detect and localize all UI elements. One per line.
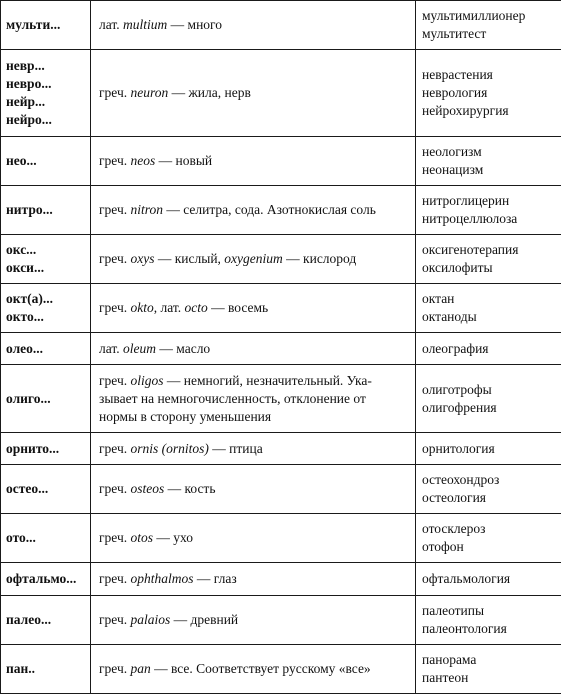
example-word: мультитест (422, 26, 487, 41)
prefix-term: палео... (6, 612, 52, 627)
origin-text: — птица (208, 440, 263, 456)
examples-cell (416, 596, 561, 645)
origin-text: — древний (170, 612, 239, 627)
origin-text: греч. (99, 661, 131, 676)
example-word: отофон (422, 539, 464, 554)
origin-word: oxygenium (224, 251, 283, 266)
origin-word: nitron (130, 202, 163, 217)
origin-text: нормы в сторону уменьшения (99, 408, 272, 424)
prefix-cell (1, 137, 91, 186)
origin-word: octo (184, 300, 208, 315)
table-row (1, 365, 561, 433)
examples-cell (416, 333, 561, 365)
table-row (1, 465, 561, 514)
origin-text: греч. (99, 85, 131, 100)
table-row (1, 137, 561, 186)
origin-cell (91, 465, 416, 514)
examples-cell (416, 563, 561, 596)
origin-text: греч. (99, 153, 131, 168)
origin-cell (91, 284, 416, 333)
prefix-term: окт(а)... (6, 291, 54, 306)
prefix-term: остео... (6, 481, 49, 496)
prefix-cell (1, 235, 91, 284)
prefix-term: пан.. (6, 661, 36, 676)
origin-cell (91, 365, 416, 433)
origin-cell (91, 137, 416, 186)
origin-text: , лат. (153, 300, 185, 315)
origin-text: греч. (99, 612, 131, 627)
examples-cell (416, 50, 561, 137)
prefix-term: нео... (6, 153, 37, 168)
origin-word: otos (130, 530, 153, 545)
example-word: офтальмология (422, 571, 511, 586)
prefix-cell (1, 433, 91, 465)
table-row (1, 563, 561, 596)
prefix-table-body (1, 1, 561, 694)
origin-word: oligos (130, 372, 164, 388)
prefix-term: офтальмо... (6, 571, 77, 586)
origin-cell (91, 333, 416, 365)
examples-cell (416, 1, 561, 50)
example-word: остеохондроз (422, 472, 500, 487)
example-word: олигофрения (422, 399, 497, 415)
origin-word: oxys (130, 251, 155, 266)
examples-cell (416, 235, 561, 284)
example-word: октан (422, 291, 455, 306)
examples-cell (416, 186, 561, 235)
prefix-term: нейро... (6, 112, 52, 127)
origin-text: греч. (99, 202, 131, 217)
prefix-term: нейр... (6, 94, 46, 109)
origin-word: ophthalmos (130, 571, 194, 586)
origin-cell (91, 50, 416, 137)
prefix-term: окто... (6, 309, 44, 324)
origin-text: греч. (99, 530, 131, 545)
table-row (1, 645, 561, 694)
example-word: олеография (422, 340, 489, 356)
table-row (1, 186, 561, 235)
example-word: остеология (422, 490, 486, 505)
origin-word: neos (130, 153, 156, 168)
origin-text: — селитра, сода. Азотнокислая соль (163, 202, 376, 217)
prefix-term: олиго... (6, 390, 51, 406)
origin-word: palaios (130, 612, 171, 627)
examples-cell (416, 465, 561, 514)
table-row (1, 433, 561, 465)
examples-cell (416, 284, 561, 333)
origin-text: — масло (156, 340, 211, 356)
origin-text: — немногий, незначительный. Ука- (163, 372, 372, 388)
examples-cell (416, 365, 561, 433)
table-row (1, 1, 561, 50)
prefix-cell (1, 186, 91, 235)
origin-text: — жила, нерв (168, 85, 251, 100)
origin-word: neuron (130, 85, 169, 100)
example-word: неонацизм (422, 162, 484, 177)
origin-text: греч. (99, 571, 131, 586)
example-word: мультимиллионер (422, 8, 526, 23)
example-word: нитроцеллюлоза (422, 211, 518, 226)
origin-word: okto (130, 300, 154, 315)
prefix-cell (1, 50, 91, 137)
example-word: пантеон (422, 670, 469, 685)
origin-text: лат. (99, 17, 124, 32)
origin-text: — восемь (207, 300, 269, 315)
examples-cell (416, 137, 561, 186)
prefix-cell (1, 333, 91, 365)
origin-text: греч. (99, 440, 131, 456)
origin-cell (91, 1, 416, 50)
origin-text: — новый (155, 153, 213, 168)
table-row (1, 596, 561, 645)
origin-cell (91, 235, 416, 284)
example-word: неологизм (422, 144, 482, 159)
origin-cell (91, 645, 416, 694)
example-word: палеонтология (422, 621, 507, 636)
prefix-cell (1, 563, 91, 596)
example-word: панорама (422, 652, 477, 667)
prefix-term: ото... (6, 530, 36, 545)
example-word: оксигенотерапия (422, 242, 519, 257)
prefix-cell (1, 645, 91, 694)
origin-word: ornis (ornitos) (130, 440, 209, 456)
origin-cell (91, 563, 416, 596)
origin-text: греч. (99, 251, 131, 266)
origin-text: — кислый, (154, 251, 225, 266)
example-word: неврология (422, 85, 488, 100)
example-word: октаноды (422, 309, 477, 324)
table-row (1, 235, 561, 284)
origin-text: — кость (164, 481, 216, 496)
examples-cell (416, 645, 561, 694)
example-word: оксилофиты (422, 260, 493, 275)
origin-text: лат. (99, 340, 124, 356)
origin-text: — кислород (282, 251, 357, 266)
example-word: неврастения (422, 67, 493, 82)
prefix-cell (1, 465, 91, 514)
origin-text: зывает на немногочисленность, отклонение от (99, 390, 366, 406)
prefix-cell (1, 284, 91, 333)
example-word: нейрохирургия (422, 103, 509, 118)
prefix-term: нитро... (6, 202, 53, 217)
origin-text: греч. (99, 372, 131, 388)
origin-cell (91, 514, 416, 563)
origin-text: — много (167, 17, 222, 32)
origin-cell (91, 596, 416, 645)
prefix-term: орнито... (6, 440, 60, 456)
origin-text: греч. (99, 300, 131, 315)
origin-cell (91, 186, 416, 235)
origin-text: — все. Соответствует русскому «все» (150, 661, 371, 676)
prefix-term: невр... (6, 58, 45, 73)
prefix-cell (1, 596, 91, 645)
prefix-term: мульти... (6, 17, 61, 32)
table-row (1, 284, 561, 333)
example-word: нитроглицерин (422, 193, 510, 208)
origin-word: osteos (130, 481, 165, 496)
origin-text: — ухо (153, 530, 193, 545)
prefix-cell (1, 365, 91, 433)
examples-cell (416, 433, 561, 465)
origin-text: — глаз (193, 571, 237, 586)
origin-cell (91, 433, 416, 465)
prefix-term: олео... (6, 340, 44, 356)
prefix-term: окс... (6, 242, 37, 257)
prefix-term: окси... (6, 260, 45, 275)
table-row (1, 333, 561, 365)
origin-word: pan (130, 661, 151, 676)
examples-cell (416, 514, 561, 563)
origin-word: multium (123, 17, 168, 32)
origin-text: греч. (99, 481, 131, 496)
example-word: отосклероз (422, 521, 486, 536)
prefix-cell (1, 1, 91, 50)
example-word: олиготрофы (422, 381, 492, 397)
example-word: палеотипы (422, 603, 485, 618)
prefix-term: невро... (6, 76, 52, 91)
table-row (1, 50, 561, 137)
table-row (1, 514, 561, 563)
example-word: орнитология (422, 440, 495, 456)
prefix-cell (1, 514, 91, 563)
origin-word: oleum (123, 340, 157, 356)
